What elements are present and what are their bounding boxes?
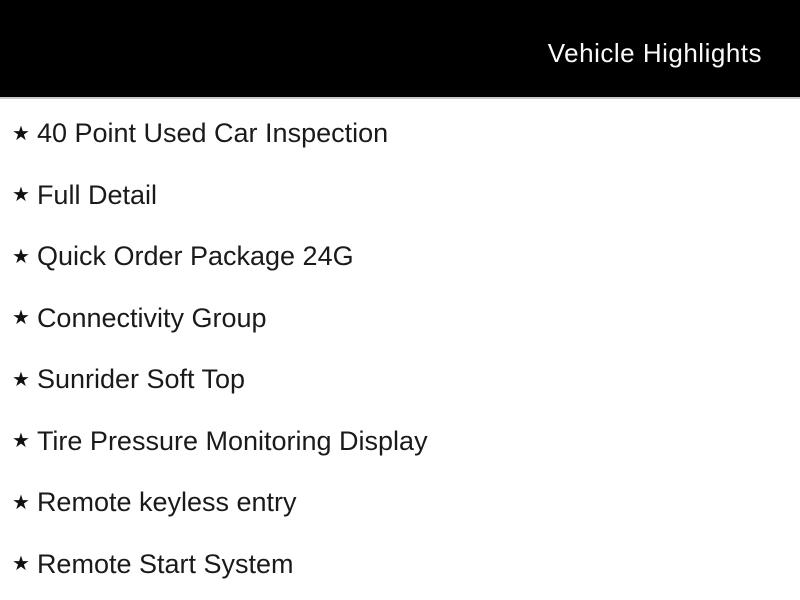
list-item-label: 40 Point Used Car Inspection: [36, 118, 389, 149]
list-item-label: Tire Pressure Monitoring Display: [36, 425, 428, 456]
star-icon: ★: [12, 430, 30, 453]
list-item: [12, 349, 800, 411]
list-item: [12, 165, 800, 227]
list-item-label: Quick Order Package 24G: [36, 241, 354, 272]
list-item: [12, 226, 800, 288]
list-item-label: Full Detail: [36, 179, 157, 210]
star-icon: ★: [12, 245, 30, 268]
list-item-label: Sunrider Soft Top: [36, 364, 246, 395]
list-item-label: Remote keyless entry: [36, 487, 297, 518]
list-item: [12, 288, 800, 350]
list-item-label: Remote Start System: [36, 548, 294, 579]
vehicle-highlights-list: [0, 103, 800, 595]
list-item: [12, 534, 800, 596]
header-bar: [0, 0, 800, 99]
star-icon: ★: [12, 491, 30, 514]
list-item: [12, 472, 800, 534]
star-icon: ★: [12, 307, 30, 330]
list-item: [12, 411, 800, 473]
star-icon: ★: [12, 368, 30, 391]
page-title: Vehicle Highlights: [547, 37, 762, 68]
list-item-label: Connectivity Group: [36, 302, 267, 333]
star-icon: ★: [12, 184, 30, 207]
star-icon: ★: [12, 553, 30, 576]
star-icon: ★: [12, 122, 30, 145]
list-item: [12, 103, 800, 165]
